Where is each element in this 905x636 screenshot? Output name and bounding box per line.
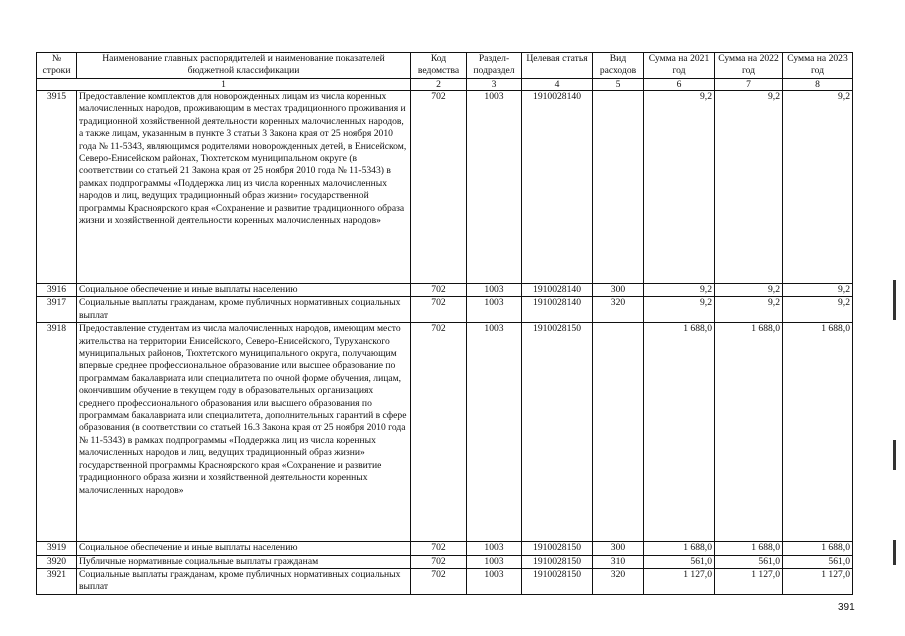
row-number: 3915	[37, 91, 77, 284]
margin-mark	[893, 280, 896, 320]
table-row	[37, 284, 853, 297]
table-row	[37, 569, 853, 595]
table-row	[37, 555, 853, 568]
header-code: Код ведомства	[411, 53, 467, 79]
row-sum-2022: 561,0	[715, 555, 783, 568]
row-section: 1003	[467, 284, 522, 297]
row-code: 702	[411, 91, 467, 284]
row-sum-2023: 1 688,0	[783, 323, 853, 542]
row-kind: 300	[593, 542, 644, 555]
row-target: 1910028150	[522, 323, 593, 542]
header-name: Наименование главных распорядителей и наименование показателей бюджетной классификации	[77, 53, 411, 79]
row-name: Предоставление комплектов для новорожденных лицам из числа коренных малочисленных народов, проживающим в местах традиционного проживания и традиционной хозяйственной деятельности коренных малочисленных народов, а также лицам, указанным в пункте 3 статьи 3 Закона края от 25 ноября 2010 года № 11-5343, являющимся родителями новорожденных детей, в Енисейском, Северо-Енисейском районах, Тюхтетском муниципальном округе (в соответствии со статьей 21 Закона края от 25 ноября 2010 года № 11-5343) в рамках подпрограммы «Поддержка лиц из числа коренных малочисленных народов и лиц, ведущих традиционный образ жизни» государственной программы Красноярского края «Сохранение и развитие традиционного образа жизни и хозяйственной деятельности коренных малочисленных народов»	[77, 91, 411, 284]
column-number: 5	[593, 79, 644, 91]
row-sum-2022: 9,2	[715, 91, 783, 284]
row-sum-2022: 9,2	[715, 297, 783, 323]
row-sum-2022: 9,2	[715, 284, 783, 297]
header-section: Раздел-подраздел	[467, 53, 522, 79]
row-sum-2021: 1 127,0	[644, 569, 715, 595]
row-section: 1003	[467, 297, 522, 323]
column-number: 3	[467, 79, 522, 91]
row-sum-2023: 9,2	[783, 91, 853, 284]
row-code: 702	[411, 284, 467, 297]
row-number: 3920	[37, 555, 77, 568]
row-sum-2022: 1 127,0	[715, 569, 783, 595]
row-code: 702	[411, 323, 467, 542]
row-code: 702	[411, 555, 467, 568]
row-target: 1910028140	[522, 297, 593, 323]
row-sum-2021: 1 688,0	[644, 542, 715, 555]
row-number: 3921	[37, 569, 77, 595]
row-section: 1003	[467, 569, 522, 595]
header-sum-2022: Сумма на 2022 год	[715, 53, 783, 79]
row-target: 1910028150	[522, 569, 593, 595]
row-name: Социальные выплаты гражданам, кроме публичных нормативных социальных выплат	[77, 569, 411, 595]
row-section: 1003	[467, 542, 522, 555]
column-number: 2	[411, 79, 467, 91]
row-section: 1003	[467, 91, 522, 284]
row-name: Социальное обеспечение и иные выплаты населению	[77, 284, 411, 297]
row-sum-2022: 1 688,0	[715, 323, 783, 542]
table-row	[37, 542, 853, 555]
column-number: 7	[715, 79, 783, 91]
header-sum-2021: Сумма на 2021 год	[644, 53, 715, 79]
column-number: 1	[37, 79, 411, 91]
row-number: 3916	[37, 284, 77, 297]
row-code: 702	[411, 542, 467, 555]
table-row	[37, 323, 853, 542]
row-sum-2023: 9,2	[783, 284, 853, 297]
row-kind: 320	[593, 569, 644, 595]
header-kind: Вид расходов	[593, 53, 644, 79]
row-sum-2023: 9,2	[783, 297, 853, 323]
budget-table	[36, 52, 853, 595]
row-kind: 310	[593, 555, 644, 568]
page-number: 391	[838, 602, 855, 613]
row-section: 1003	[467, 555, 522, 568]
row-target: 1910028150	[522, 542, 593, 555]
row-sum-2023: 1 688,0	[783, 542, 853, 555]
row-sum-2021: 9,2	[644, 297, 715, 323]
column-number: 8	[783, 79, 853, 91]
column-number-row	[37, 79, 853, 91]
row-number: 3918	[37, 323, 77, 542]
row-section: 1003	[467, 323, 522, 542]
row-target: 1910028140	[522, 91, 593, 284]
row-sum-2021: 9,2	[644, 91, 715, 284]
row-kind: 300	[593, 284, 644, 297]
row-code: 702	[411, 297, 467, 323]
margin-mark	[893, 540, 896, 565]
column-number: 6	[644, 79, 715, 91]
row-sum-2021: 561,0	[644, 555, 715, 568]
margin-mark	[893, 440, 896, 470]
row-sum-2021: 9,2	[644, 284, 715, 297]
column-number: 4	[522, 79, 593, 91]
header-sum-2023: Сумма на 2023 год	[783, 53, 853, 79]
row-name: Публичные нормативные социальные выплаты гражданам	[77, 555, 411, 568]
row-number: 3919	[37, 542, 77, 555]
row-number: 3917	[37, 297, 77, 323]
row-sum-2021: 1 688,0	[644, 323, 715, 542]
row-code: 702	[411, 569, 467, 595]
header-target: Целевая статья	[522, 53, 593, 79]
row-sum-2022: 1 688,0	[715, 542, 783, 555]
row-sum-2023: 1 127,0	[783, 569, 853, 595]
row-name: Социальные выплаты гражданам, кроме публичных нормативных социальных выплат	[77, 297, 411, 323]
row-target: 1910028150	[522, 555, 593, 568]
table-row	[37, 91, 853, 284]
row-name: Социальное обеспечение и иные выплаты населению	[77, 542, 411, 555]
table-row	[37, 297, 853, 323]
row-target: 1910028140	[522, 284, 593, 297]
row-kind	[593, 323, 644, 542]
row-sum-2023: 561,0	[783, 555, 853, 568]
row-kind: 320	[593, 297, 644, 323]
header-row-no: № строки	[37, 53, 77, 79]
header-row	[37, 53, 853, 79]
row-name: Предоставление студентам из числа малочисленных народов, имеющим место жительства на территории Енисейского, Северо-Енисейского, Туруханского муниципальных районов, Тюхтетского муниципального округа, получающим впервые среднее профессиональное образование или высшее образование по программам бакалавриата или специалитета по очной форме обучения, лицам, окончившим обучение в текущем году в образовательных организациях среднего профессионального образования или высшего образования по программам бакалавриата или специалитета, дополнительных гарантий в сфере образования (в соответствии со статьей 16.3 Закона края от 25 ноября 2010 года № 11-5343) в рамках подпрограммы «Поддержка лиц из числа коренных малочисленных народов и лиц, ведущих традиционный образ жизни» государственной программы Красноярского края «Сохранение и развитие традиционного образа жизни и хозяйственной деятельности коренных малочисленных народов»	[77, 323, 411, 542]
row-kind	[593, 91, 644, 284]
